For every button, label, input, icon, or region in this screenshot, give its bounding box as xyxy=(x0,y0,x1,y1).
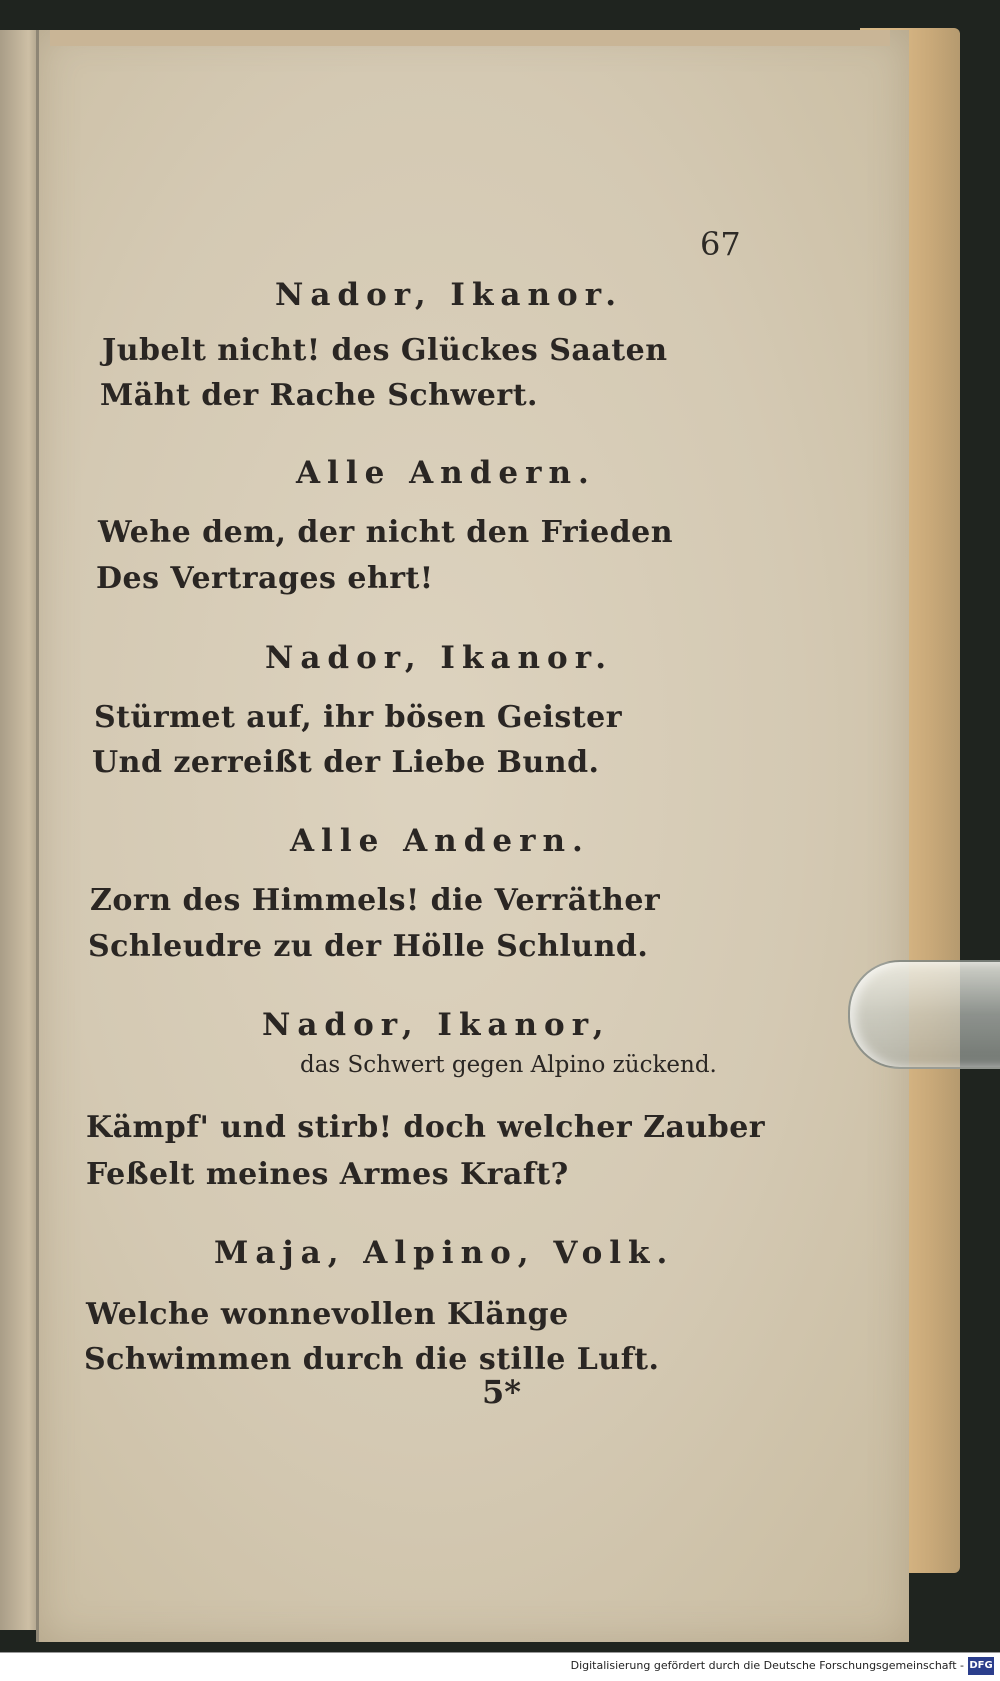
verse-line: Mäht der Rache Schwert. xyxy=(100,378,539,413)
verse-line: Und zerreißt der Liebe Bund. xyxy=(92,745,600,780)
verse-line: Des Vertrages ehrt! xyxy=(96,561,434,596)
signature-mark: 5* xyxy=(482,1373,521,1411)
speaker-heading: Alle Andern. xyxy=(290,823,590,859)
dfg-logo: DFG xyxy=(968,1657,994,1675)
speaker-heading: Nador, Ikanor, xyxy=(262,1007,611,1043)
verse-line: Kämpf' und stirb! doch welcher Zauber xyxy=(86,1110,766,1145)
verse-line: Jubelt nicht! des Glückes Saaten xyxy=(102,333,668,368)
page-top-edge xyxy=(50,30,890,46)
verse-line: Schleudre zu der Hölle Schlund. xyxy=(88,929,649,964)
verse-line: Wehe dem, der nicht den Frieden xyxy=(98,515,674,550)
page-number: 67 xyxy=(700,225,741,263)
verse-line: Feßelt meines Armes Kraft? xyxy=(86,1157,569,1192)
verse-line: Stürmet auf, ihr bösen Geister xyxy=(94,700,623,735)
verse-line: Schwimmen durch die stille Luft. xyxy=(84,1342,660,1377)
verse-line: Zorn des Himmels! die Verräther xyxy=(90,883,661,918)
stage-direction: das Schwert gegen Alpino zückend. xyxy=(300,1052,717,1078)
verse-line: Welche wonnevollen Klänge xyxy=(86,1297,569,1332)
speaker-heading: Alle Andern. xyxy=(296,455,596,491)
bookmark-tab xyxy=(848,960,1000,1069)
speaker-heading: Nador, Ikanor. xyxy=(275,277,623,313)
speaker-heading: Nador, Ikanor. xyxy=(265,640,613,676)
speaker-heading: Maja, Alpino, Volk. xyxy=(214,1235,675,1271)
funding-credit: Digitalisierung gefördert durch die Deutsche Forschungsgemeinschaft - xyxy=(570,1659,964,1672)
footer-bar xyxy=(0,1652,1000,1681)
